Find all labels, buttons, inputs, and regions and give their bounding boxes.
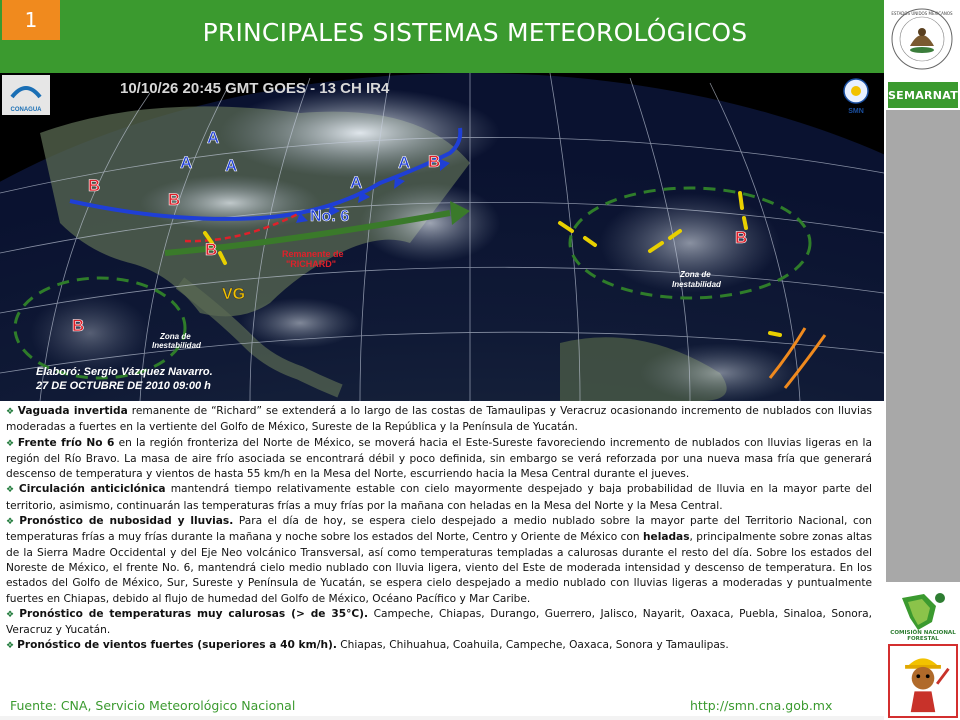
forecast-text xyxy=(6,404,872,655)
footer-source: Fuente: CNA, Servicio Meteorológico Nacional xyxy=(10,698,296,713)
conagua-logo xyxy=(2,75,50,115)
diamond-bullet-icon: ❖ xyxy=(6,407,15,417)
bullet-circulacion: ❖ Circulación anticiclónica mantendrá tiempo relativamente estable con cielo mayormente despejado y baja probabilidad de lluvia en la mayor parte del territorio, asimismo, continuarán las temperaturas frías a muy frías por la mañana con heladas en la Mesa del Norte y la Mesa Central. xyxy=(6,483,872,512)
semarnat-logo: SEMARNAT xyxy=(888,82,958,108)
diamond-bullet-icon: ❖ xyxy=(6,517,17,528)
diamond-bullet-icon: ❖ xyxy=(6,609,17,620)
high-pressure-symbol: A xyxy=(350,173,363,192)
high-pressure-symbol: A xyxy=(207,128,220,147)
satellite-image xyxy=(0,73,884,401)
map-date: 27 DE OCTUBRE DE 2010 09:00 h xyxy=(36,380,211,392)
low-pressure-symbol: B xyxy=(168,190,181,209)
vaguada-label: VG xyxy=(222,286,246,303)
diamond-bullet-icon: ❖ xyxy=(6,641,15,652)
gray-sidebar-strip xyxy=(886,110,960,582)
high-pressure-symbol: A xyxy=(225,156,238,175)
low-pressure-symbol: B xyxy=(72,316,85,335)
low-pressure-symbol: B xyxy=(88,176,101,195)
footer-divider xyxy=(0,716,884,720)
cold-front-label: No. 6 xyxy=(310,208,350,225)
instability-right-label-1: Zona de xyxy=(680,270,711,279)
bullet-vaguada: ❖ Vaguada invertida remanente de “Richard” se extenderá a lo largo de las costas de Tamaulipas y Veracruz ocasionando incremento de nublados con lluvias moderadas a fuertes en la vertiente del Golfo de México, Sureste de la República y la Península de Yucatán. xyxy=(6,405,872,434)
satellite-weather-map xyxy=(0,73,884,401)
bullet-temperaturas: ❖ Pronóstico de temperaturas muy calurosas (> de 35°C). Campeche, Chiapas, Durango, Guerrero, Jalisco, Nayarit, Oaxaca, Puebla, Sinaloa, Sonora, Veracruz y Yucatán. xyxy=(6,607,872,637)
forest-mascot-logo xyxy=(888,644,958,718)
slide-number: 1 xyxy=(2,0,60,40)
bullet-frente-frio: ❖ Frente frío No 6 en la región fronteriza del Norte de México, se moverá hacia el Este-Sureste favoreciendo incremento de nublados con lluvias ligeras en la región del Río Bravo. La masa de aire frío asociada se encontrará débil y poco definida, sin embargo se verá reforzada por una nueva masa fría que generará descenso de temperatura y vientos de hasta 55 km/h en la Mesa del Norte, escurriendo hacia la Mesa Central durante el jueves. xyxy=(6,436,872,481)
remnant-label: Remanente de xyxy=(282,249,344,259)
mexico-seal-logo xyxy=(888,6,956,72)
instability-left-label-2: Inestabilidad xyxy=(152,341,201,350)
bullet-vientos: ❖ Pronóstico de vientos fuertes (superiores a 40 km/h). Chiapas, Chihuahua, Coahuila, Campeche, Oaxaca, Sonora y Tamaulipas. xyxy=(6,639,729,652)
instability-left-label-1: Zona de xyxy=(160,332,191,341)
high-pressure-symbol: A xyxy=(180,153,193,172)
instability-right-label-2: Inestabilidad xyxy=(672,280,721,289)
svg-text:CONAGUA: CONAGUA xyxy=(10,107,42,113)
footer-url-link[interactable]: http://smn.cna.gob.mx xyxy=(690,698,833,713)
map-author: Elaboró: Sergio Vázquez Navarro. xyxy=(36,366,213,378)
svg-text:SMN: SMN xyxy=(848,108,864,115)
high-pressure-symbol: A xyxy=(398,153,411,172)
low-pressure-symbol: B xyxy=(205,240,218,259)
bullet-nubosidad: ❖ Pronóstico de nubosidad y lluvias. Para el día de hoy, se espera cielo despejado a medio nublado sobre la mayor parte del Territorio Nacional, con temperaturas frías a muy frías durante la mañana y noche sobre los estados del Norte, Centro y Oriente de México con heladas, principalmente sobre zonas altas de la Sierra Madre Occidental y del Eje Neo volcánico Transversal, así como temperaturas templadas a calurosas durante el resto del día. Sobre los estados del Noreste de México, el frente No. 6, mantendrá cielo medio nublado con lluvia ligera, viento del Este de moderada intensidad y descenso de temperatura. En los estados del Golfo de México, Sur, Sureste y Península de Yucatán, se espera cielo despejado a medio nublado con lluvias ligeras a moderadas y puntualmente fuertes en Chiapas, debido al flujo de humedad del Golfo de México, Océano Pacífico y Mar Caribe. xyxy=(6,515,872,605)
low-pressure-symbol: B xyxy=(428,152,441,171)
page-title: PRINCIPALES SISTEMAS METEOROLÓGICOS xyxy=(202,18,748,47)
image-timestamp: 10/10/26 20:45 GMT GOES - 13 CH IR4 xyxy=(120,80,390,97)
low-pressure-symbol: B xyxy=(735,228,748,247)
conafor-label: COMISIÓN NACIONAL FORESTAL xyxy=(890,630,956,642)
header-bar xyxy=(0,0,884,73)
diamond-bullet-icon: ❖ xyxy=(6,485,16,496)
remnant-name: "RICHARD" xyxy=(286,259,337,269)
seal-text: ESTADOS UNIDOS MEXICANOS xyxy=(891,11,953,16)
diamond-bullet-icon: ❖ xyxy=(6,438,15,449)
